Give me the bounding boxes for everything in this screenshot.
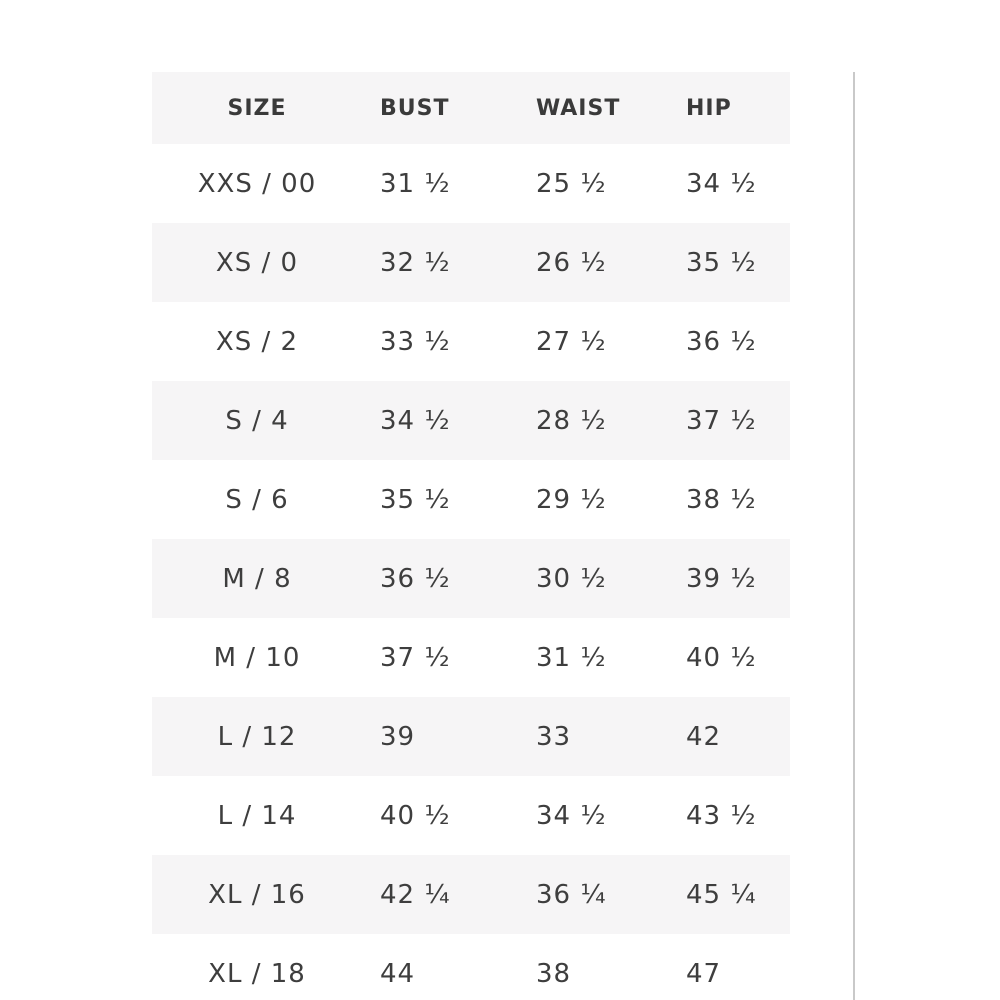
waist-cell: 29 ½: [536, 484, 607, 515]
waist-cell: 27 ½: [536, 326, 607, 357]
hip-cell: 42: [686, 721, 722, 752]
bust-cell: 32 ½: [380, 247, 451, 278]
waist-cell: 33: [536, 721, 572, 752]
bust-cell: 34 ½: [380, 405, 451, 436]
hip-cell: 40 ½: [686, 642, 757, 673]
table-row: [152, 855, 790, 934]
size-cell: L / 14: [217, 800, 297, 831]
size-cell: XS / 2: [215, 326, 299, 357]
hip-column-header: HIP: [686, 95, 732, 121]
table-header-row: [152, 72, 790, 144]
size-rows: [152, 144, 790, 1000]
size-cell: XL / 16: [208, 879, 306, 910]
size-cell: S / 6: [225, 484, 289, 515]
bust-cell: 39: [380, 721, 416, 752]
hip-cell: 37 ½: [686, 405, 757, 436]
table-row: [152, 223, 790, 302]
bust-cell: 36 ½: [380, 563, 451, 594]
table-row: [152, 934, 790, 1000]
size-cell: M / 8: [222, 563, 292, 594]
waist-cell: 38: [536, 958, 572, 989]
size-cell: L / 12: [217, 721, 297, 752]
hip-cell: 45 ¼: [686, 879, 757, 910]
bust-cell: 33 ½: [380, 326, 451, 357]
table-row: [152, 144, 790, 223]
table-row: [152, 381, 790, 460]
size-cell: XL / 18: [208, 958, 306, 989]
waist-cell: 36 ¼: [536, 879, 607, 910]
waist-cell: 26 ½: [536, 247, 607, 278]
vertical-divider: [853, 72, 855, 1000]
hip-cell: 38 ½: [686, 484, 757, 515]
waist-cell: 34 ½: [536, 800, 607, 831]
size-cell: XS / 0: [215, 247, 299, 278]
table-row: [152, 618, 790, 697]
table-row: [152, 539, 790, 618]
waist-cell: 25 ½: [536, 168, 607, 199]
hip-cell: 43 ½: [686, 800, 757, 831]
size-cell: M / 10: [213, 642, 301, 673]
table-row: [152, 460, 790, 539]
table-row: [152, 697, 790, 776]
size-cell: S / 4: [225, 405, 289, 436]
waist-column-header: WAIST: [536, 95, 621, 121]
bust-cell: 44: [380, 958, 416, 989]
bust-cell: 42 ¼: [380, 879, 451, 910]
hip-cell: 34 ½: [686, 168, 757, 199]
table-row: [152, 302, 790, 381]
bust-cell: 40 ½: [380, 800, 451, 831]
bust-column-header: BUST: [380, 95, 450, 121]
waist-cell: 28 ½: [536, 405, 607, 436]
table-row: [152, 776, 790, 855]
size-chart-table: [152, 72, 790, 1000]
bust-cell: 35 ½: [380, 484, 451, 515]
bust-cell: 37 ½: [380, 642, 451, 673]
hip-cell: 36 ½: [686, 326, 757, 357]
size-column-header: SIZE: [227, 95, 287, 121]
hip-cell: 47: [686, 958, 722, 989]
waist-cell: 31 ½: [536, 642, 607, 673]
hip-cell: 39 ½: [686, 563, 757, 594]
waist-cell: 30 ½: [536, 563, 607, 594]
hip-cell: 35 ½: [686, 247, 757, 278]
bust-cell: 31 ½: [380, 168, 451, 199]
size-cell: XXS / 00: [197, 168, 317, 199]
